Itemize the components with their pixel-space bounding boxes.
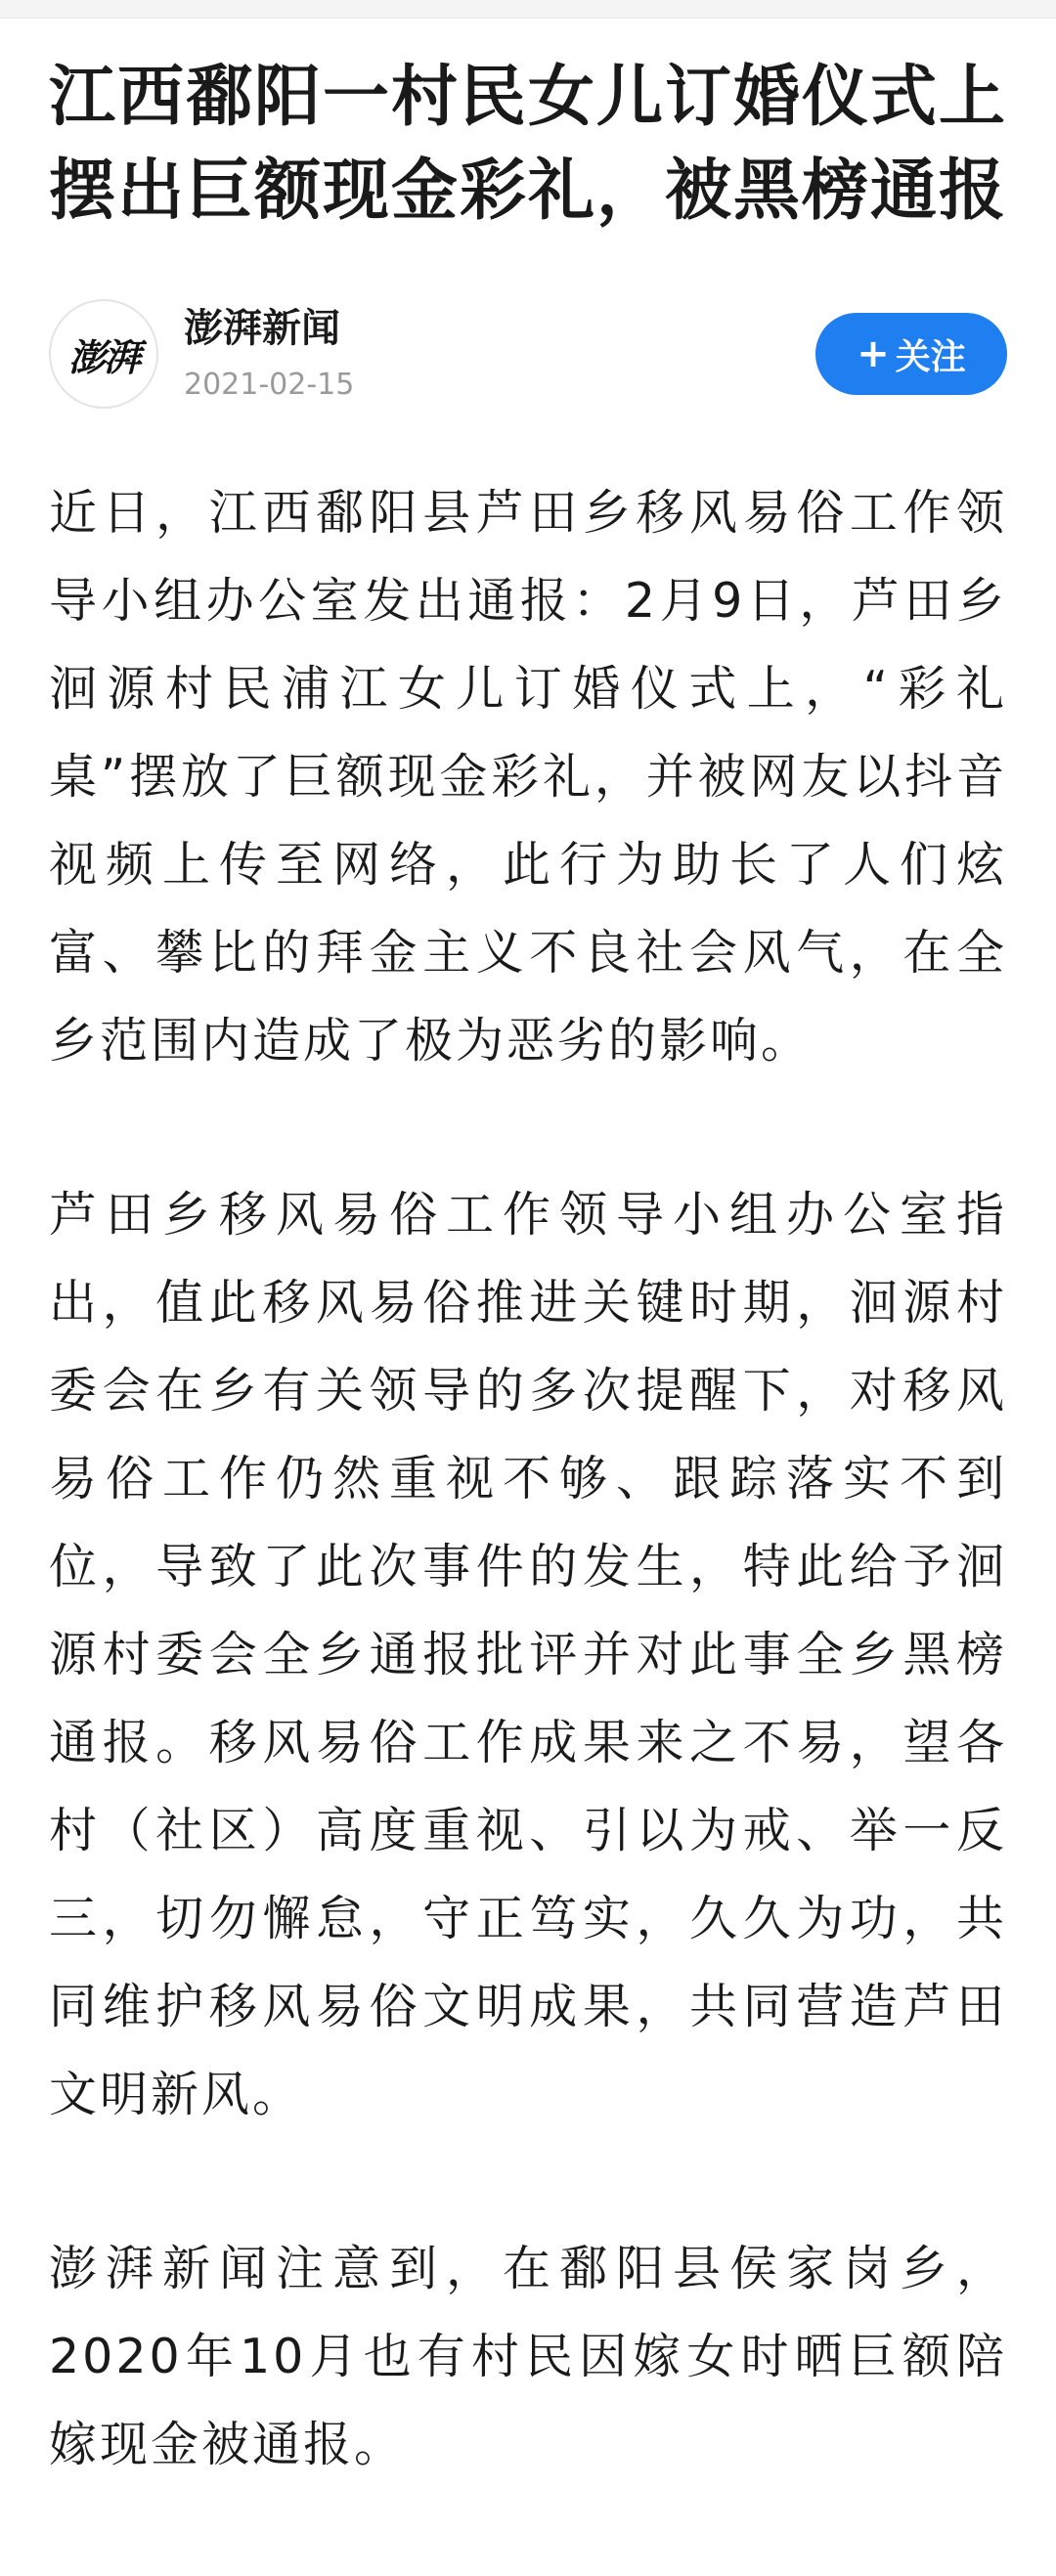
article-body bbox=[49, 469, 1007, 2489]
article bbox=[49, 51, 1007, 2575]
follow-label: 关注 bbox=[895, 336, 966, 377]
plus-icon: + bbox=[857, 331, 890, 376]
article-paragraph: 澎湃新闻注意到，在鄱阳县侯家岗乡，2020年10月也有村民因嫁女时晒巨额陪嫁现金被通报。 bbox=[49, 2241, 1007, 2472]
author-row bbox=[49, 299, 1007, 416]
article-paragraph: 近日，江西鄱阳县芦田乡移风易俗工作领导小组办公室发出通报：2月9日，芦田乡洄源村民浦江女儿订婚仪式上，“彩礼桌”摆放了巨额现金彩礼，并被网友以抖音视频上传至网络，此行为助长了人们炫富、攀比的拜金主义不良社会风气，在全乡范围内造成了极为恶劣的影响。 bbox=[49, 485, 1007, 1069]
article-title: 江西鄱阳一村民女儿订婚仪式上摆出巨额现金彩礼，被黑榜通报 bbox=[49, 59, 1008, 230]
article-paragraph: 芦田乡移风易俗工作领导小组办公室指出，值此移风易俗推进关键时期，洄源村委会在乡有关领导的多次提醒下，对移风易俗工作仍然重视不够、跟踪落实不到位，导致了此次事件的发生，特此给予洄源村委会全乡通报批评并对此事全乡黑榜通报。移风易俗工作成果来之不易，望各村（社区）高度重视、引以为戒、举一反三，切勿懈怠，守正笃实，久久为功，共同维护移风易俗文明成果，共同营造芦田文明新风。 bbox=[49, 1187, 1007, 2122]
follow-button[interactable] bbox=[815, 313, 1007, 395]
author-avatar[interactable]: 澎湃 bbox=[49, 299, 158, 409]
status-bar-strip bbox=[0, 0, 1056, 19]
author-name[interactable]: 澎湃新闻 bbox=[184, 306, 340, 351]
publish-date: 2021-02-15 bbox=[184, 368, 355, 402]
